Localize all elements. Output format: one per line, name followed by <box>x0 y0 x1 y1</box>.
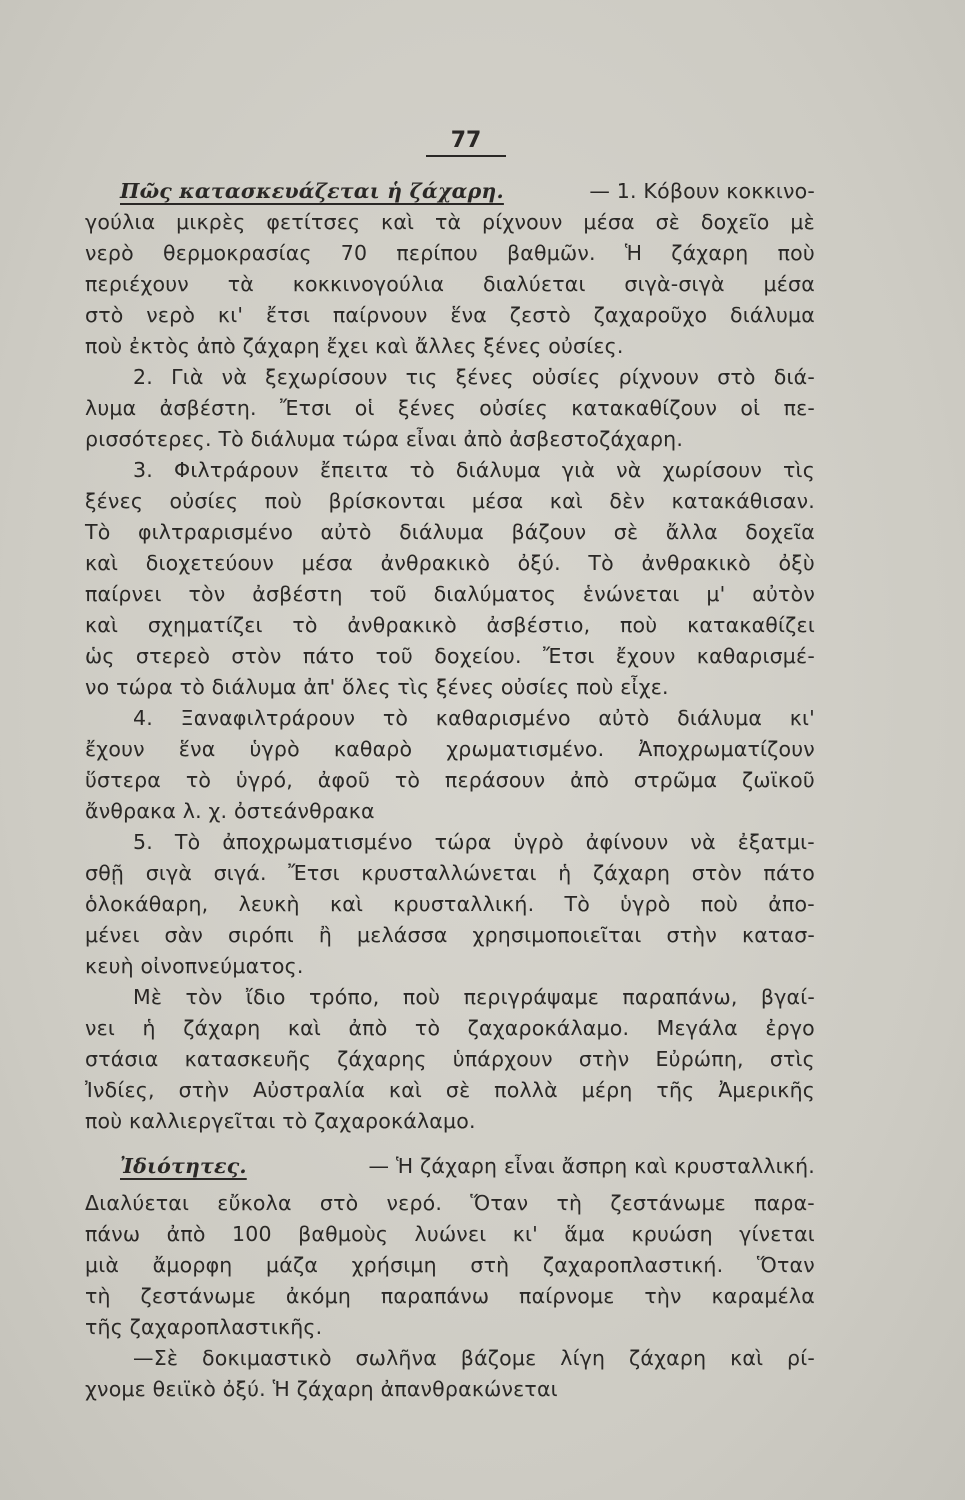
word: ἀφίνουν <box>585 830 669 854</box>
word: καὶ <box>381 210 415 234</box>
word: τὸ <box>414 1016 441 1040</box>
word: μέσα <box>301 551 354 575</box>
word: Ἰνδίες, <box>85 1078 155 1102</box>
word: ἕνα <box>450 303 487 327</box>
word: περίπου <box>396 241 478 265</box>
word: στὸν <box>231 644 282 668</box>
word: τὴ <box>85 1284 111 1308</box>
word: ζάχαρης <box>337 1047 427 1071</box>
word: παραπάνω <box>380 1284 490 1308</box>
word: μέσα <box>583 210 635 234</box>
word: στερεὸ <box>135 644 211 668</box>
word: παραπάνω, <box>622 985 738 1009</box>
word: γίνεται <box>739 1222 815 1246</box>
word: Μὲ <box>133 985 163 1009</box>
word: τοῦ <box>369 582 407 606</box>
word: δοχείου. <box>434 644 522 668</box>
word: ἢ <box>318 923 333 947</box>
word: κι' <box>789 706 815 730</box>
word: ποὺ <box>402 985 441 1009</box>
text-line <box>85 1151 815 1182</box>
text-line <box>85 517 815 548</box>
word: εὔκολα <box>217 1191 292 1215</box>
word: στρῶμα <box>633 768 718 792</box>
word: περιγράψαμε <box>463 985 599 1009</box>
word: τὶς <box>783 458 815 482</box>
word: παρα- <box>754 1191 815 1215</box>
word: ποὺ <box>777 241 815 265</box>
word: ἀφοῦ <box>317 768 371 792</box>
word: βάζουν <box>511 520 587 544</box>
word: οὐσίες <box>169 489 239 513</box>
word: ἐργο <box>765 1016 815 1040</box>
word: οἱ <box>354 396 375 420</box>
word: ξένες <box>455 365 514 389</box>
word: τῆς <box>656 1078 695 1102</box>
word: καθαρισμέ- <box>696 644 815 668</box>
text-line <box>85 300 815 331</box>
text-line <box>85 827 815 858</box>
word: ἅμα <box>564 1222 606 1246</box>
word: ἡ <box>142 1016 156 1040</box>
word: διάλυμα <box>399 520 485 544</box>
text-line: νο τώρα τὸ διάλυμα ἀπ' ὅλες τὶς ξένες οὐσίες ποὺ εἶχε. <box>85 675 669 699</box>
word: ζάχαρη <box>671 241 749 265</box>
word: τὸν <box>188 582 226 606</box>
word: ἕνα <box>178 737 216 761</box>
word: νὰ <box>221 365 248 389</box>
word: τοῦ <box>375 644 413 668</box>
text-line <box>85 238 815 269</box>
word: 70 <box>340 241 368 265</box>
word: τὰ <box>434 210 462 234</box>
word: βαθμοὺς <box>298 1222 389 1246</box>
word: πάνω <box>85 1222 141 1246</box>
word: φιλτραρισμένο <box>137 520 294 544</box>
word: σιγὰ <box>145 861 193 885</box>
word: κρυσταλλική. <box>393 892 535 916</box>
text-line <box>85 858 815 889</box>
word: καὶ <box>549 489 583 513</box>
word: βαθμῶν. <box>507 241 596 265</box>
word: μένει <box>85 923 140 947</box>
text-line <box>85 610 815 641</box>
word: οὐσίες <box>479 396 548 420</box>
text-line <box>85 1281 815 1312</box>
word: Ὅταν <box>470 1191 529 1215</box>
word: χρωματισμένο. <box>446 737 605 761</box>
word: λίγη <box>560 1346 606 1370</box>
text-line <box>85 393 815 424</box>
word: λευκὴ <box>238 892 300 916</box>
word: νει <box>85 1016 116 1040</box>
word: σὲ <box>445 1078 471 1102</box>
text-line <box>85 703 815 734</box>
word: Τὸ <box>588 551 614 575</box>
text-line-content: — 1. Κόβουν κοκκινο- <box>589 179 815 203</box>
word: ὑγρὸ <box>513 830 564 854</box>
word: ζάχαρη <box>592 861 671 885</box>
word: Τὸ <box>174 830 201 854</box>
word: κι' <box>217 303 244 327</box>
word: ξένες <box>397 396 457 420</box>
word: ζαχαροκάλαμο. <box>467 1016 630 1040</box>
word: Ἔτσι <box>280 396 332 420</box>
text-line: ἄνθρακα λ. χ. ὀστεάνθρακα <box>85 799 375 823</box>
word: ἑνώνεται <box>582 582 680 606</box>
word: ζάχαρη <box>183 1016 261 1040</box>
section-gap <box>85 1137 815 1151</box>
word: Ἀμερικῆς <box>718 1078 815 1102</box>
text-line <box>85 1188 815 1219</box>
word: καθαρὸ <box>333 737 413 761</box>
word: κατακαθίζει <box>687 613 815 637</box>
word: ζωϊκοῦ <box>742 768 815 792</box>
word: ἡ <box>558 861 572 885</box>
word: ἀσβέστη. <box>159 396 257 420</box>
word: ζεστάνωμε <box>610 1191 726 1215</box>
word: μ' <box>706 582 726 606</box>
word: αὐτὸν <box>752 582 815 606</box>
text-line: χνομε θειϊκὸ ὀξύ. Ἡ ζάχαρη ἀπανθρακώνεται <box>85 1377 558 1401</box>
word: δὲν <box>609 489 646 513</box>
text-line <box>85 734 815 765</box>
word: μέρη <box>581 1078 633 1102</box>
word: σὲ <box>655 210 681 234</box>
word: θερμοκρασίας <box>162 241 312 265</box>
word: 100 <box>232 1222 272 1246</box>
word: νὰ <box>616 458 642 482</box>
word: Αὐστραλία <box>252 1078 366 1102</box>
word: ὀξύ. <box>517 551 561 575</box>
word: μάζα <box>266 1253 319 1277</box>
word: οἱ <box>740 396 761 420</box>
text-line: κευὴ οἰνοπνεύματος. <box>85 954 304 978</box>
word: διά- <box>773 365 815 389</box>
word: ξένες <box>85 489 144 513</box>
word: δοχεῖα <box>745 520 815 544</box>
word: Ἔτσι <box>542 644 595 668</box>
word: Τὸ <box>85 520 111 544</box>
word: νερὸ <box>146 303 196 327</box>
word: τὸ <box>185 768 212 792</box>
word: διαλύεται <box>482 272 586 296</box>
word: στὴν <box>178 1078 230 1102</box>
word: κατακάθισαν. <box>671 489 815 513</box>
word: αὐτὸ <box>320 520 372 544</box>
word: χρησιμοποιεῖται <box>472 923 642 947</box>
word: ἔχουν <box>615 644 676 668</box>
word: ἄμορφη <box>152 1253 233 1277</box>
word: κρυώση <box>631 1222 713 1246</box>
word: διάλυμα <box>730 303 815 327</box>
word: βάζομε <box>460 1346 537 1370</box>
text-line <box>85 486 815 517</box>
word: χωρίσουν <box>662 458 762 482</box>
word: καὶ <box>85 613 119 637</box>
word: στὴν <box>666 923 718 947</box>
word: λυώνει <box>414 1222 487 1246</box>
word: ἐξατμι- <box>737 830 815 854</box>
word: ἔπειτα <box>320 458 389 482</box>
word: ὑπάρχουν <box>452 1047 553 1071</box>
word: 4. <box>133 706 153 730</box>
word: τὸ <box>382 706 409 730</box>
word: στὸν <box>691 861 742 885</box>
section-heading-sugar-production: Πῶς κατασκευάζεται ἡ ζάχαρη. <box>120 179 504 203</box>
word: ἴδιο <box>245 985 286 1009</box>
word: κατασ- <box>741 923 815 947</box>
text-line <box>85 920 815 951</box>
word: ὡς <box>85 644 115 668</box>
word: διάλυμα <box>455 458 541 482</box>
text-line: ποὺ ἐκτὸς ἀπὸ ζάχαρη ἔχει καὶ ἄλλες ξένες οὐσίες. <box>85 334 624 358</box>
word: ὑγρὸ <box>620 892 671 916</box>
word: περιέχουν <box>85 272 189 296</box>
word: καθαρισμένο <box>435 706 571 730</box>
word: σὲ <box>613 520 639 544</box>
word: σχηματίζει <box>147 613 263 637</box>
word: φετίτσες <box>266 210 361 234</box>
word: μικρὲς <box>176 210 246 234</box>
word: Ὅταν <box>756 1253 815 1277</box>
word: ἀνθρακικὸ <box>347 613 457 637</box>
text-line <box>85 765 815 796</box>
word: τὸ <box>409 458 435 482</box>
word: ρί- <box>787 1346 815 1370</box>
word: βρίσκονται <box>328 489 446 513</box>
word: σιγά. <box>213 861 267 885</box>
text-line <box>85 455 815 486</box>
word: στὴ <box>470 1253 510 1277</box>
word: Μεγάλα <box>656 1016 738 1040</box>
word: καὶ <box>388 1078 423 1102</box>
word: μελάσσα <box>356 923 448 947</box>
word: ὑγρό, <box>235 768 293 792</box>
text-line: ρισσότερες. Τὸ διάλυμα τώρα εἶναι ἀπὸ ἀσβεστοζάχαρη. <box>85 427 684 451</box>
word: ἀπο- <box>768 892 815 916</box>
word: Γιὰ <box>171 365 204 389</box>
word: ζεστάνωμε <box>140 1284 257 1308</box>
text-line: τῆς ζαχαροπλαστικῆς. <box>85 1315 323 1339</box>
word: Ἀποχρωματίζουν <box>638 737 815 761</box>
word: ὕστερα <box>85 768 162 792</box>
word: νερὸ <box>85 241 134 265</box>
text-line-content: — Ἡ ζάχαρη εἶναι ἄσπρη καὶ κρυσταλλική. <box>368 1154 815 1178</box>
word: περάσουν <box>444 768 546 792</box>
word: πάτο <box>302 644 355 668</box>
word: Ἡ <box>624 241 643 265</box>
word: παίρνει <box>85 582 162 606</box>
word: ὁλοκάθαρη, <box>85 892 209 916</box>
word: βγαί- <box>760 985 815 1009</box>
word: στὸ <box>717 365 756 389</box>
word: διαλύματος <box>433 582 557 606</box>
body-text <box>85 176 815 1405</box>
text-line <box>85 1219 815 1250</box>
word: ἔτσι <box>265 303 311 327</box>
word: στὴν <box>578 1047 630 1071</box>
word: κι' <box>512 1222 539 1246</box>
word: καὶ <box>329 892 364 916</box>
word: κρυσταλλώνεται <box>361 861 537 885</box>
word: οὐσίες <box>531 365 601 389</box>
word: πολλὰ <box>494 1078 558 1102</box>
text-line <box>85 207 815 238</box>
text-line <box>85 176 815 207</box>
text-line <box>85 889 815 920</box>
word: ἀποχρωματισμένο <box>222 830 413 854</box>
word: μιὰ <box>85 1253 120 1277</box>
text-line <box>85 269 815 300</box>
word: αὐτὸ <box>598 706 650 730</box>
word: στάσια <box>85 1047 159 1071</box>
word: καὶ <box>730 1346 764 1370</box>
word: τις <box>405 365 438 389</box>
word: ἀνθρακικὸ <box>380 551 491 575</box>
word: μέσα <box>763 272 815 296</box>
word: πε- <box>783 396 815 420</box>
word: 3. <box>133 458 153 482</box>
word: ποὺ <box>620 613 658 637</box>
word: ὑγρὸ <box>249 737 300 761</box>
word: ποὺ <box>700 892 739 916</box>
section-heading-properties: Ἰδιότητες. <box>120 1154 247 1178</box>
word: σωλῆνα <box>355 1346 437 1370</box>
word: καὶ <box>287 1016 322 1040</box>
word: ἀκόμη <box>285 1284 352 1308</box>
word: ἀπὸ <box>166 1222 206 1246</box>
word: ἀσβέστιο, <box>486 613 591 637</box>
word: νερό. <box>386 1191 443 1215</box>
text-line <box>85 982 815 1013</box>
word: Φιλτράρουν <box>174 458 299 482</box>
word: κατακαθίζουν <box>571 396 718 420</box>
word: καὶ <box>85 551 119 575</box>
word: ἀνθρακικὸ <box>641 551 751 575</box>
word: τὰ <box>227 272 254 296</box>
word: γιὰ <box>561 458 596 482</box>
word: σιρόπι <box>227 923 294 947</box>
word: τὴ <box>556 1191 583 1215</box>
text-line <box>85 362 815 393</box>
word: λυμα <box>85 396 137 420</box>
page-number: 77 <box>426 128 506 157</box>
word: τὸ <box>394 768 421 792</box>
word: ἀπὸ <box>348 1016 388 1040</box>
word: ἀσβέστη <box>252 582 343 606</box>
word: Ξαναφιλτράρουν <box>180 706 356 730</box>
word: τὸ <box>292 613 318 637</box>
word: παίρνουν <box>332 303 428 327</box>
text-line <box>85 548 815 579</box>
word: διάλυμα <box>677 706 763 730</box>
word: πάτο <box>763 861 815 885</box>
word: στὸ <box>319 1191 359 1215</box>
word: τὸν <box>185 985 223 1009</box>
word: σὰν <box>164 923 204 947</box>
word: καραμέλα <box>711 1284 815 1308</box>
word: παίρνομε <box>519 1284 615 1308</box>
word: 2. <box>133 365 153 389</box>
word: νὰ <box>690 830 716 854</box>
word: ζαχαροπλαστική. <box>542 1253 724 1277</box>
word: κατασκευῆς <box>184 1047 312 1071</box>
word: —Σὲ <box>133 1346 179 1370</box>
word: ρίχνουν <box>618 365 700 389</box>
text-line <box>85 579 815 610</box>
text-line <box>85 641 815 672</box>
word: μέσα <box>471 489 524 513</box>
word: Ἔτσι <box>288 861 340 885</box>
word: ζάχαρη <box>629 1346 707 1370</box>
word: σιγὰ-σιγὰ <box>624 272 725 296</box>
word: 5. <box>133 830 153 854</box>
word: στὸ <box>85 303 124 327</box>
word: ὀξὺ <box>778 551 815 575</box>
word: διοχετεύουν <box>145 551 275 575</box>
word: ποὺ <box>264 489 303 513</box>
text-line <box>85 1044 815 1075</box>
text-line <box>85 1013 815 1044</box>
word: δοκιμαστικὸ <box>201 1346 332 1370</box>
word: ξεχωρίσουν <box>265 365 388 389</box>
word: ἄλλα <box>665 520 718 544</box>
word: ρίχνουν <box>482 210 563 234</box>
text-line <box>85 1250 815 1281</box>
word: ἀπὸ <box>570 768 610 792</box>
word: δοχεῖο <box>700 210 770 234</box>
word: σθῇ <box>85 861 125 885</box>
word: τρόπο, <box>309 985 380 1009</box>
word: τὴν <box>644 1284 682 1308</box>
word: ζεστὸ <box>509 303 571 327</box>
text-line: ποὺ καλλιεργεῖται τὸ ζαχαροκάλαμο. <box>85 1109 476 1133</box>
word: μὲ <box>790 210 815 234</box>
text-line <box>85 1343 815 1374</box>
word: στὶς <box>769 1047 815 1071</box>
word: χρήσιμη <box>351 1253 437 1277</box>
word: Διαλύεται <box>85 1191 190 1215</box>
word: Εὐρώπη, <box>655 1047 744 1071</box>
word: κοκκινογούλια <box>292 272 445 296</box>
text-line <box>85 1075 815 1106</box>
word: τώρα <box>434 830 492 854</box>
word: ἔχουν <box>85 737 145 761</box>
word: Τὸ <box>564 892 590 916</box>
word: γούλια <box>85 210 156 234</box>
word: ζαχαροῦχο <box>593 303 708 327</box>
